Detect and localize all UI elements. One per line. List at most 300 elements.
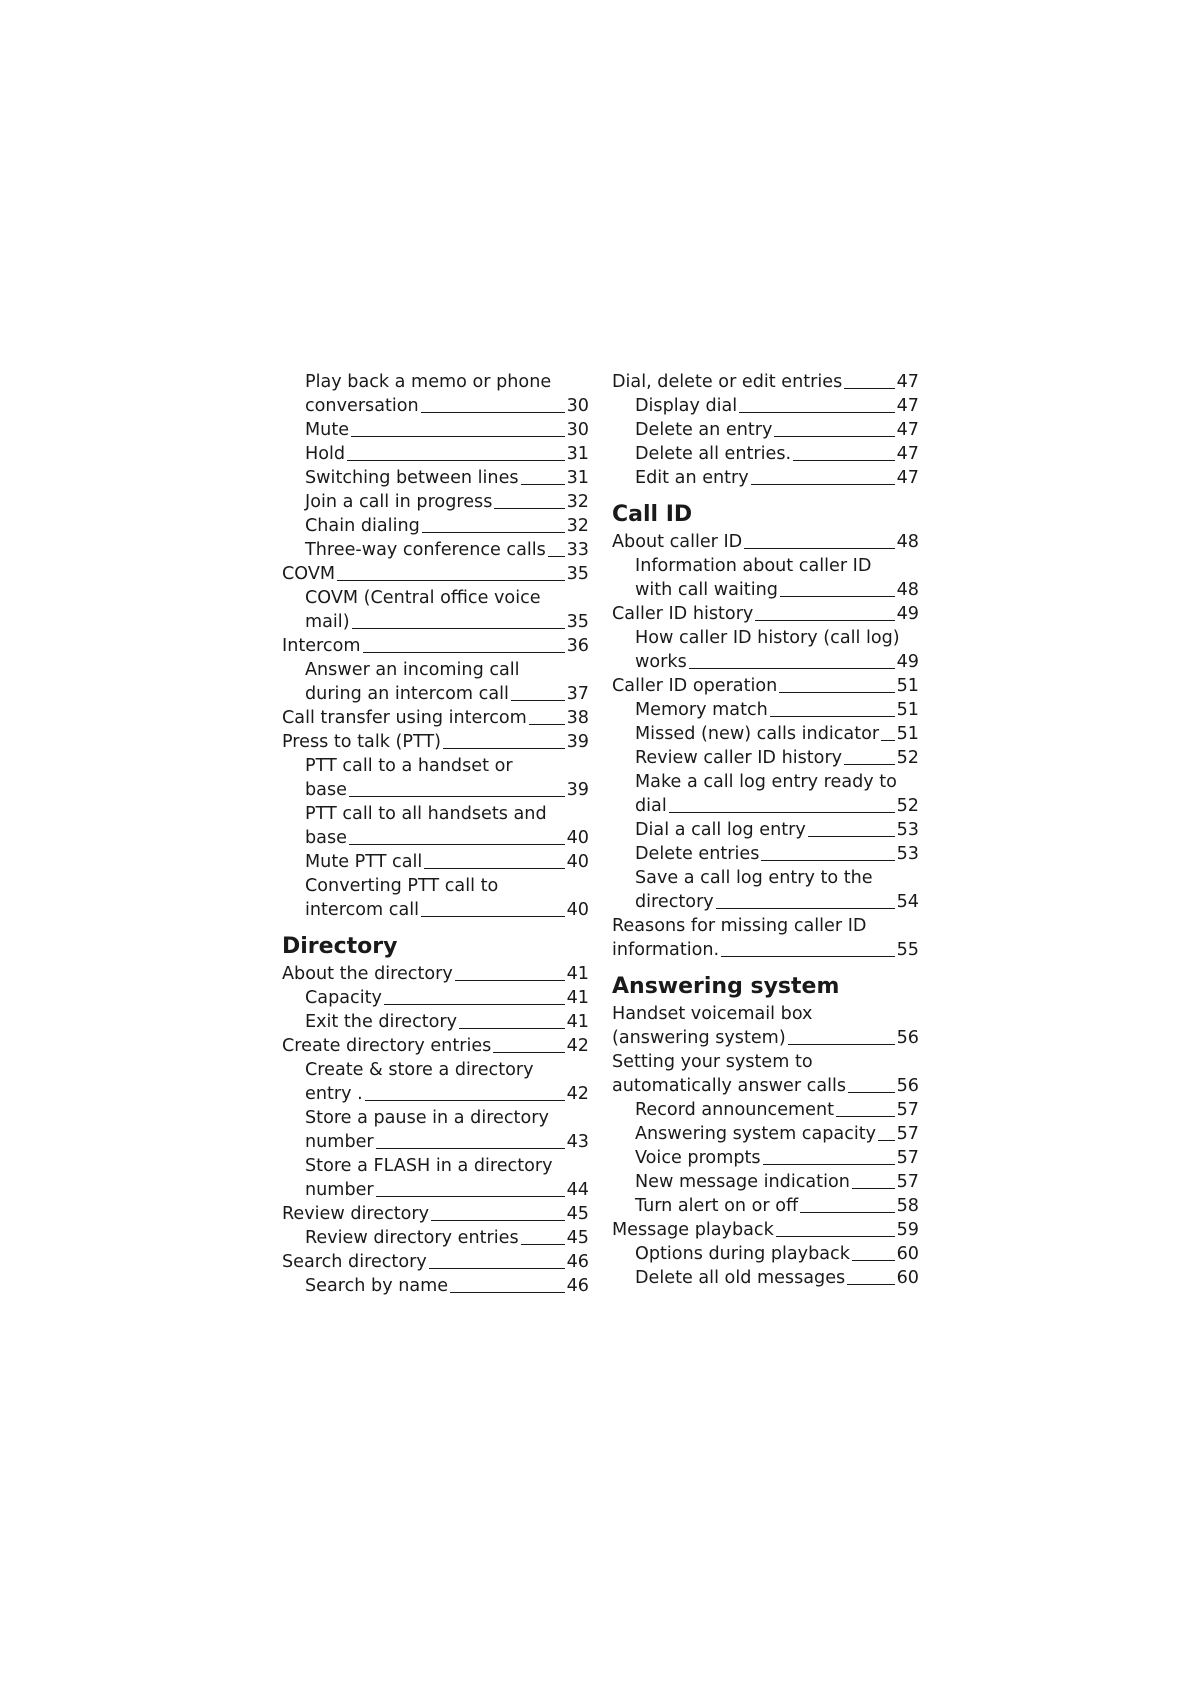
toc-entry-line [282,562,589,586]
dot-leader [521,483,565,485]
page-number: 36 [566,636,589,656]
page-number: 47 [896,396,919,416]
dot-leader [881,739,895,741]
page-number: 49 [896,604,919,624]
dot-leader [800,1211,895,1213]
dot-leader [455,979,565,981]
page-number: 48 [896,580,919,600]
toc-entry[interactable] [282,874,589,922]
toc-entry[interactable] [612,770,919,818]
toc-entry-line [612,1218,919,1242]
toc-entry-text: Search by name [305,1276,449,1296]
toc-entry[interactable] [282,754,589,802]
dot-leader [429,1267,565,1269]
toc-entry-text: entry . [305,1084,363,1104]
toc-entry[interactable] [612,466,919,490]
toc-entry-line [305,850,589,874]
toc-entry-text: Reasons for missing caller ID [612,916,867,936]
dot-leader [780,595,895,597]
dot-leader [365,1099,565,1101]
toc-entry-text: Delete entries [635,844,760,864]
dot-leader [376,1195,565,1197]
toc-entry[interactable] [612,394,919,418]
toc-entry-text: conversation [305,396,419,416]
page-number: 46 [566,1276,589,1296]
toc-entry-text: Chain dialing [305,516,420,536]
toc-entry-line [612,1074,919,1098]
dot-leader [352,627,565,629]
toc-entry[interactable] [282,802,589,850]
toc-entry[interactable] [612,442,919,466]
dot-leader [847,1283,894,1285]
toc-entry[interactable] [282,538,589,562]
dot-leader [511,699,565,701]
page-number: 39 [566,732,589,752]
toc-entry-text: Switching between lines [305,468,519,488]
toc-entry-text: Delete all old messages [635,1268,846,1288]
toc-entry-line [305,1274,589,1298]
page-number: 41 [566,988,589,1008]
toc-entry-text: Answering system capacity [635,1124,877,1144]
dot-leader [776,1235,895,1237]
toc-entry-line [612,530,919,554]
toc-entry-text: Hold [305,444,346,464]
toc-entry[interactable] [282,1058,589,1106]
toc-entry-line [635,1122,919,1146]
toc-entry[interactable] [282,1202,589,1226]
dot-leader [521,1243,565,1245]
toc-entry-line [305,418,589,442]
toc-entry-line [635,818,919,842]
toc-entry-line [635,418,919,442]
page-number: 60 [896,1244,919,1264]
toc-entry[interactable] [612,1170,919,1194]
toc-entry-line [305,1082,589,1106]
toc-entry[interactable] [612,842,919,866]
toc-entry-line [305,826,589,850]
toc-entry[interactable] [612,1002,919,1050]
toc-entry-text: base [305,780,347,800]
toc-entry[interactable] [612,1218,919,1242]
toc-entry[interactable] [282,1154,589,1202]
page-number: 37 [566,684,589,704]
toc-entry-text: Missed (new) calls indicator [635,724,880,744]
toc-entry-line [305,986,589,1010]
section-heading-answering-system: Answering system [612,974,840,999]
page-number: 53 [896,844,919,864]
toc-entry[interactable] [612,674,919,698]
toc-entry[interactable] [282,1226,589,1250]
dot-leader [450,1291,565,1293]
toc-entry-line [282,706,589,730]
toc-entry[interactable] [612,746,919,770]
dot-leader [689,667,895,669]
page-number: 38 [566,708,589,728]
toc-entry[interactable] [282,562,589,586]
dot-leader [721,955,894,957]
dot-leader [421,915,565,917]
dot-leader [755,619,894,621]
toc-entry-line [635,698,919,722]
toc-entry-text: PTT call to all handsets and [305,804,547,824]
toc-entry[interactable] [612,698,919,722]
toc-entry-line [282,730,589,754]
page-number: 39 [566,780,589,800]
dot-leader [844,763,895,765]
page-number: 52 [896,748,919,768]
toc-entry-line [305,610,589,634]
dot-leader [669,811,895,813]
toc-entry[interactable] [612,1098,919,1122]
toc-entry-line [305,1178,589,1202]
toc-entry[interactable] [612,914,919,962]
page-number: 32 [566,516,589,536]
page-number: 57 [896,1148,919,1168]
toc-entry-text: Information about caller ID [635,556,872,576]
section-heading-call-id: Call ID [612,502,693,527]
toc-entry-line [305,1130,589,1154]
dot-leader [376,1147,565,1149]
toc-entry[interactable] [282,418,589,442]
page-number: 58 [896,1196,919,1216]
dot-leader [844,387,894,389]
dot-leader [494,507,564,509]
toc-entry-line [282,1202,589,1226]
toc-entry-line [305,442,589,466]
toc-entry-line [282,962,589,986]
toc-entry-line [282,1250,589,1274]
toc-entry-text: works [635,652,687,672]
page-number: 47 [896,372,919,392]
dot-leader [744,547,894,549]
toc-entry-text: PTT call to a handset or [305,756,513,776]
page-number: 33 [566,540,589,560]
dot-leader [788,1043,895,1045]
toc-entry-text: About the directory [282,964,453,984]
dot-leader [763,1163,895,1165]
page-number: 57 [896,1124,919,1144]
page-number: 51 [896,724,919,744]
page-number: 44 [566,1180,589,1200]
page-number: 48 [896,532,919,552]
section-heading-directory: Directory [282,934,398,959]
toc-entry[interactable] [282,490,589,514]
dot-leader [424,867,564,869]
page-number: 40 [566,828,589,848]
toc-entry-text: Mute [305,420,350,440]
page-number: 57 [896,1100,919,1120]
toc-entry[interactable] [282,962,589,986]
page-number: 41 [566,964,589,984]
dot-leader [836,1115,895,1117]
toc-entry[interactable] [612,626,919,674]
toc-entry-text: information. [612,940,720,960]
toc-entry-text: Dial, delete or edit entries [612,372,843,392]
toc-entry-line [612,674,919,698]
toc-entry-text: Review directory [282,1204,430,1224]
toc-column-right [612,370,919,1290]
page-number: 52 [896,796,919,816]
page-number: 49 [896,652,919,672]
dot-leader [793,459,894,461]
toc-entry[interactable] [282,706,589,730]
toc-entry-text: Search directory [282,1252,427,1272]
toc-entry-text: directory [635,892,714,912]
toc-entry[interactable] [612,554,919,602]
toc-entry-line [612,602,919,626]
page-number: 54 [896,892,919,912]
toc-entry-text: Setting your system to [612,1052,813,1072]
toc-entry-text: Dial a call log entry [635,820,806,840]
toc-entry-line [635,890,919,914]
toc-entry-text: automatically answer calls [612,1076,847,1096]
page-number: 30 [566,396,589,416]
page-number: 47 [896,468,919,488]
toc-entry-text: About caller ID [612,532,743,552]
toc-entry-text: Join a call in progress [305,492,493,512]
dot-leader [384,1003,565,1005]
toc-entry-text: Memory match [635,700,768,720]
toc-entry-text: Message playback [612,1220,774,1240]
toc-entry[interactable] [612,1266,919,1290]
page-number: 60 [896,1268,919,1288]
toc-entry-text: Voice prompts [635,1148,761,1168]
toc-entry-text: Options during playback [635,1244,850,1264]
toc-entry-text: (answering system) [612,1028,786,1048]
toc-entry-text: during an intercom call [305,684,509,704]
page-number: 45 [566,1228,589,1248]
toc-entry-line [635,442,919,466]
toc-entry-line [635,794,919,818]
dot-leader [493,1051,564,1053]
toc-entry-text: New message indication [635,1172,850,1192]
toc-entry-text: Record announcement [635,1100,835,1120]
dot-leader [848,1091,895,1093]
toc-entry-text: number [305,1132,374,1152]
page-number: 30 [566,420,589,440]
toc-entry-text: Press to talk (PTT) [282,732,442,752]
dot-leader [431,1219,565,1221]
dot-leader [548,555,565,557]
toc-entry[interactable] [282,1034,589,1058]
dot-leader [529,723,565,725]
page-number: 43 [566,1132,589,1152]
toc-entry-text: intercom call [305,900,420,920]
toc-entry-line [635,1266,919,1290]
dot-leader [349,795,565,797]
dot-leader [808,835,895,837]
dot-leader [337,579,565,581]
toc-entry-line [305,466,589,490]
toc-entry[interactable] [282,514,589,538]
page-number: 51 [896,700,919,720]
toc-entry-line [635,1098,919,1122]
toc-entry-line [282,634,589,658]
toc-entry[interactable] [612,602,919,626]
toc-entry[interactable] [612,866,919,914]
toc-entry-line [635,722,919,746]
dot-leader [852,1187,895,1189]
dot-leader [422,531,565,533]
toc-entry-text: Review caller ID history [635,748,843,768]
page-number: 35 [566,564,589,584]
toc-entry-text: Caller ID operation [612,676,778,696]
toc-entry-text: dial [635,796,667,816]
toc-entry-text: Answer an incoming call [305,660,520,680]
toc-entry-line [282,1034,589,1058]
toc-entry[interactable] [612,370,919,394]
page-number: 51 [896,676,919,696]
toc-entry-text: base [305,828,347,848]
page-number: 40 [566,852,589,872]
page-number: 42 [566,1036,589,1056]
toc-entry[interactable] [282,466,589,490]
toc-entry[interactable] [282,730,589,754]
page-number: 47 [896,444,919,464]
page-number: 56 [896,1076,919,1096]
toc-entry-text: Converting PTT call to [305,876,499,896]
dot-leader [716,907,895,909]
toc-entry-text: Edit an entry [635,468,749,488]
toc-entry-line [305,778,589,802]
page-number: 56 [896,1028,919,1048]
toc-entry-text: mail) [305,612,350,632]
toc-entry-line [635,746,919,770]
toc-entry[interactable] [612,418,919,442]
toc-entry[interactable] [612,1146,919,1170]
toc-entry[interactable] [612,818,919,842]
page-number: 55 [896,940,919,960]
toc-entry-line [612,938,919,962]
toc-entry-text: Review directory entries [305,1228,519,1248]
toc-entry-line [305,1010,589,1034]
dot-leader [852,1259,895,1261]
dot-leader [878,1139,895,1141]
toc-entry-text: Store a pause in a directory [305,1108,549,1128]
toc-entry-text: Delete an entry [635,420,773,440]
toc-entry-text: Create & store a directory [305,1060,534,1080]
toc-entry[interactable] [282,850,589,874]
dot-leader [347,459,565,461]
toc-entry-text: Caller ID history [612,604,754,624]
page-number: 41 [566,1012,589,1032]
toc-entry-line [635,394,919,418]
toc-entry-text: number [305,1180,374,1200]
toc-entry[interactable] [282,1250,589,1274]
toc-entry[interactable] [282,658,589,706]
toc-entry-text: Intercom [282,636,361,656]
dot-leader [761,859,894,861]
toc-entry[interactable] [612,530,919,554]
dot-leader [443,747,565,749]
toc-entry-line [305,1226,589,1250]
toc-entry[interactable] [282,986,589,1010]
toc-entry[interactable] [282,1274,589,1298]
page-number: 42 [566,1084,589,1104]
toc-entry-line [635,1146,919,1170]
page-number: 31 [566,468,589,488]
toc-entry-line [635,578,919,602]
toc-entry-line [635,1242,919,1266]
toc-entry[interactable] [612,722,919,746]
page-number: 47 [896,420,919,440]
dot-leader [421,411,565,413]
toc-entry[interactable] [282,1010,589,1034]
toc-entry-line [612,370,919,394]
toc-entry-text: COVM [282,564,336,584]
toc-entry[interactable] [282,634,589,658]
dot-leader [770,715,895,717]
toc-entry-line [305,898,589,922]
page-number: 31 [566,444,589,464]
toc-entry-line [635,842,919,866]
toc-entry-text: with call waiting [635,580,778,600]
toc-entry-text: Create directory entries [282,1036,492,1056]
toc-entry-text: Play back a memo or phone [305,372,552,392]
toc-entry-line [305,538,589,562]
toc-entry-text: Make a call log entry ready to [635,772,897,792]
toc-entry[interactable] [612,1050,919,1098]
dot-leader [774,435,894,437]
toc-entry-line [612,1026,919,1050]
page-number: 57 [896,1172,919,1192]
toc-entry-text: Exit the directory [305,1012,458,1032]
dot-leader [739,411,894,413]
toc-entry[interactable] [282,442,589,466]
toc-entry[interactable] [282,586,589,634]
toc-entry-text: Three-way conference calls [305,540,546,560]
page-number: 45 [566,1204,589,1224]
toc-entry-line [635,466,919,490]
page-number: 35 [566,612,589,632]
toc-entry-text: How caller ID history (call log) [635,628,900,648]
dot-leader [363,651,565,653]
toc-entry-text: Call transfer using intercom [282,708,527,728]
dot-leader [751,483,895,485]
dot-leader [459,1027,565,1029]
toc-entry-line [635,1194,919,1218]
toc-entry-text: Store a FLASH in a directory [305,1156,553,1176]
toc-entry[interactable] [612,1242,919,1266]
toc-entry-text: Handset voicemail box [612,1004,813,1024]
page-number: 32 [566,492,589,512]
toc-entry-line [305,514,589,538]
toc-entry-line [305,490,589,514]
page-number: 40 [566,900,589,920]
toc-entry-line [635,1170,919,1194]
toc-entry[interactable] [612,1194,919,1218]
toc-entry-text: Turn alert on or off [635,1196,799,1216]
toc-entry-text: COVM (Central office voice [305,588,541,608]
toc-entry[interactable] [282,1106,589,1154]
toc-entry-line [305,394,589,418]
page-number: 46 [566,1252,589,1272]
dot-leader [779,691,894,693]
page-number: 53 [896,820,919,840]
toc-entry-line [635,650,919,674]
toc-entry-text: Save a call log entry to the [635,868,873,888]
toc-entry[interactable] [282,370,589,418]
dot-leader [349,843,565,845]
dot-leader [351,435,565,437]
toc-entry[interactable] [612,1122,919,1146]
toc-entry-text: Mute PTT call [305,852,423,872]
toc-entry-line [305,682,589,706]
toc-entry-text: Delete all entries. [635,444,792,464]
page-number: 59 [896,1220,919,1240]
toc-entry-text: Display dial [635,396,738,416]
toc-column-left [282,370,589,1298]
